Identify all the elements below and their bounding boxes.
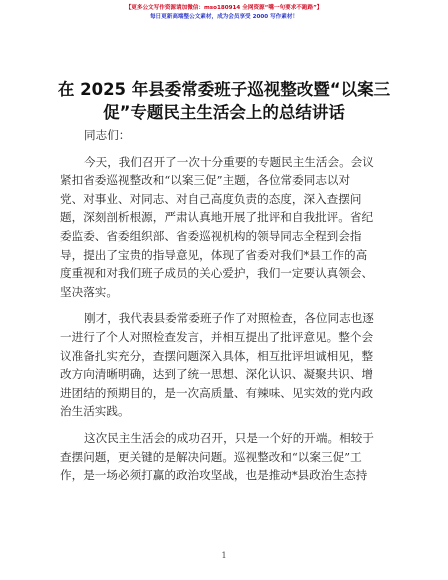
paragraph-line: 议准备扎实充分，查摆问题深入具体，相互批评坦诚相见，整: [60, 348, 374, 363]
paragraph-3: [60, 429, 396, 485]
paragraph-line: 一进行了个人对照检查发言，并相互提出了批评意见。整个会: [60, 329, 374, 344]
paragraph-line: 治生活实践。: [60, 404, 130, 419]
paragraph-line: 坚决落实。: [60, 284, 118, 299]
paragraph-line: 进团结的预期目的，是一次高质量、有辣味、见实效的党内政: [60, 385, 374, 400]
paragraph-line: 刚才，我代表县委常委班子作了对照检查，各位同志也逐: [84, 311, 374, 326]
paragraph-line: 度重视和对我们班子成员的关心爱护，我们一定要认真领会、: [60, 266, 374, 281]
promo-banner: [0, 4, 448, 22]
paragraph-line: 这次民主生活会的成功召开，只是一个好的开端。相较于: [84, 430, 374, 445]
paragraph-line: 导，提出了宝贵的指导意见，体现了省委对我们*县工作的高: [60, 247, 368, 262]
paragraph-line: 委监委、省委组织部、省委巡视机构的领导同志全程到会指: [60, 228, 362, 243]
document-body: [60, 126, 396, 493]
paragraph-line: 今天，我们召开了一次十分重要的专题民主生活会。会议: [84, 154, 374, 169]
paragraph-line: 题，深刻剖析根源，严肃认真地开展了批评和自我批评。省纪: [60, 210, 374, 225]
document-title-line-1: 在 2025 年县委常委班子巡视整改暨“以案三: [57, 80, 391, 99]
paragraph-line: 作，是一场必须打赢的政治攻坚战，也是推动*县政治生态持: [60, 468, 368, 483]
promo-banner-line-2: 每日更新高端整公文素材，成为会员享受 2000 写作素材！: [149, 14, 299, 20]
paragraph-line: 紧扣省委巡视整改和“以案三促”主题，各位常委同志以对: [60, 173, 351, 188]
paragraph-line: 查摆问题，更关键的是解决问题。巡视整改和“以案三促”工: [60, 449, 362, 464]
document-title: [40, 78, 408, 124]
paragraph-2: [60, 309, 396, 421]
greeting: 同志们：: [84, 128, 131, 142]
document-title-line-2: 促”专题民主生活会上的总结讲话: [103, 103, 345, 122]
paragraph-line: 党、对事业、对同志、对自己高度负责的态度，深入查摆问: [60, 191, 362, 206]
paragraph-line: 改方向清晰明确，达到了统一思想、深化认识、凝聚共识、增: [60, 367, 374, 382]
paragraph-1: [60, 153, 396, 302]
promo-banner-line-1: 【更多公文写作资源请加微信：mso180914 全网资源“嘴一句要求不跑路”】: [125, 5, 323, 11]
page-number: 1: [221, 551, 227, 560]
